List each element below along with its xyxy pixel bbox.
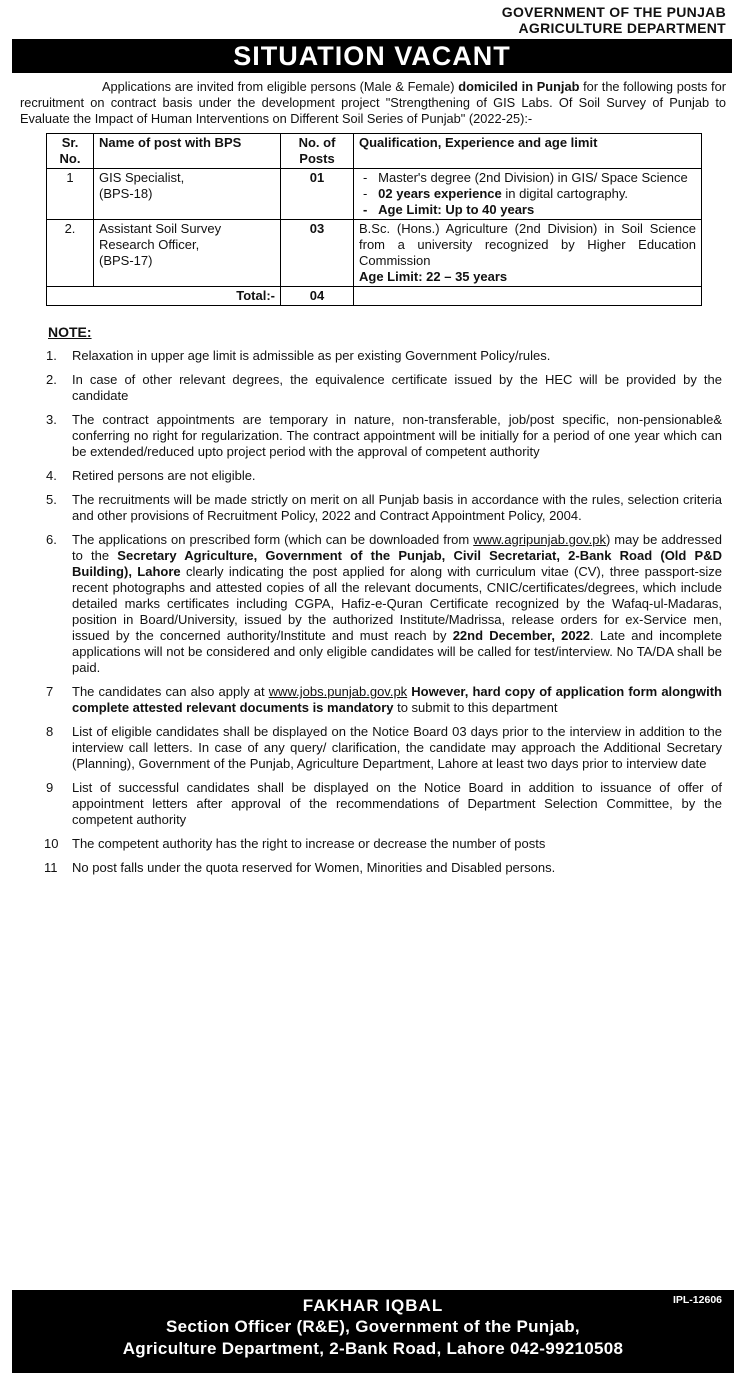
note-number: 10 xyxy=(44,836,59,851)
ipl-code: IPL-12606 xyxy=(672,1294,722,1306)
row1-sr: 1 xyxy=(47,169,94,220)
note7-bold: However, hard copy of application form alongwith complete attested relevant documents is mandatory xyxy=(72,684,722,715)
note-text xyxy=(72,684,732,716)
department-address: Agriculture Department, 2-Bank Road, Lahore 042-99210508 xyxy=(122,1339,624,1358)
note-number: 6. xyxy=(46,532,57,547)
list-item xyxy=(12,372,732,404)
note-text: Retired persons are not eligible. xyxy=(72,468,256,483)
note6-a: The applications on prescribed form (which can be downloaded from xyxy=(72,532,474,547)
situation-vacant-banner: SITUATION VACANT xyxy=(12,39,732,73)
list-item xyxy=(12,492,732,524)
row1-posts: 01 xyxy=(281,169,354,220)
note-number: 7 xyxy=(46,684,54,699)
note-number: 9 xyxy=(46,780,54,795)
notes-list xyxy=(12,348,732,876)
agripunjab-link[interactable]: www.agripunjab.gov.pk xyxy=(473,532,606,547)
note-heading: NOTE: xyxy=(48,324,92,340)
list-item xyxy=(12,468,732,484)
row2-qualification xyxy=(354,220,702,287)
intro-paragraph xyxy=(20,79,726,127)
row1-bps: (BPS-18) xyxy=(99,186,153,201)
row2-post-name: Assistant Soil Survey Research Officer, xyxy=(99,221,222,252)
row2-bps: (BPS-17) xyxy=(99,253,153,268)
row2-post xyxy=(94,220,281,287)
note-text: The contract appointments are temporary in nature, non-transferable, job/post specific, non-pensionable& conferring no right for regularization. The contract appointment will be initially for a period of one year which can be extended/reduced upto project period with the approval of competent authority xyxy=(72,412,722,459)
row1-post-name: GIS Specialist, xyxy=(99,170,185,185)
row1-q1-text: Master's degree (2nd Division) in GIS/ Space Science xyxy=(378,170,688,185)
list-item xyxy=(12,684,732,716)
note6-d: . Late and incomplete applications will not be considered and only eligible candidates will be called for test/interview. No TA/DA shall be paid. xyxy=(72,628,723,675)
list-item xyxy=(12,724,732,772)
row1-q2: - 02 years experience in digital cartography. xyxy=(363,186,628,201)
row1-q1: - Master's degree (2nd Division) in GIS/ Space Science xyxy=(363,170,688,185)
total-label: Total:- xyxy=(47,287,281,306)
row2-q2: Age Limit: 22 – 35 years xyxy=(359,269,508,284)
table-total-row xyxy=(47,287,702,306)
note-text: The competent authority has the right to increase or decrease the number of posts xyxy=(72,836,546,851)
intro-bold: domiciled in Punjab xyxy=(458,79,580,94)
note-text xyxy=(72,532,732,676)
row1-q3-text: Age Limit: Up to 40 years xyxy=(378,202,535,217)
list-item xyxy=(12,532,732,676)
list-item xyxy=(12,348,732,364)
row1-q3: - Age Limit: Up to 40 years xyxy=(363,202,535,217)
posts-table xyxy=(46,133,702,306)
row2-posts: 03 xyxy=(281,220,354,287)
list-item xyxy=(12,860,732,876)
intro-text-1: Applications are invited from eligible persons (Male & Female) xyxy=(102,79,459,94)
note-number: 1. xyxy=(46,348,57,363)
note6-deadline: 22nd December, 2022 xyxy=(452,628,591,643)
table-row xyxy=(47,220,702,287)
row1-q2-bold: 02 years experience xyxy=(378,186,502,201)
signature-footer xyxy=(12,1290,734,1373)
note6-c: clearly indicating the post applied for along with curriculum vitae (CV), three passport-size recent photographs and attested copies of all the relevant documents, CNIC/certificates/degrees, which include detailed marks certificates including CGPA, Hafiz-e-Quran Certificate recognized by the Wafaq-ul-Madaras, position in Board/University, issued by the authorized Institute/Madrissa, release orders for ex-Service men, issued by the concerned authority/Institute and must reach by xyxy=(72,564,722,643)
note6-b: ) may be addressed to the xyxy=(72,532,722,563)
table-header-row xyxy=(47,134,702,169)
government-header xyxy=(12,4,732,36)
note-number: 11 xyxy=(44,860,58,875)
note-number: 4. xyxy=(46,468,57,483)
header-qualification: Qualification, Experience and age limit xyxy=(354,134,702,169)
note-text: Relaxation in upper age limit is admissible as per existing Government Policy/rules. xyxy=(72,348,551,363)
row2-q1: B.Sc. (Hons.) Agriculture (2nd Division) in Soil Science from a university recognized by Higher Education Commission xyxy=(359,221,696,268)
total-value: 04 xyxy=(281,287,354,306)
note-number: 2. xyxy=(46,372,57,387)
officer-title: Section Officer (R&E), Government of the Punjab, xyxy=(166,1317,580,1336)
list-item xyxy=(12,780,732,828)
note-text: List of successful candidates shall be displayed on the Notice Board in addition to issuance of offer of appointment letters after approval of the recommendations of Department Selection Committee, by the competent authority xyxy=(72,780,722,827)
header-line-2: AGRICULTURE DEPARTMENT xyxy=(518,20,726,36)
row1-q2-text: in digital cartography. xyxy=(501,186,628,201)
header-post: Name of post with BPS xyxy=(94,134,281,169)
note7-b: to submit to this department xyxy=(393,700,558,715)
note6-address: Secretary Agriculture, Government of the Punjab, Civil Secretariat, 2-Bank Road (Old P&D Building), Lahore xyxy=(72,548,722,579)
row2-sr: 2. xyxy=(47,220,94,287)
header-posts: No. of Posts xyxy=(281,134,354,169)
total-empty xyxy=(354,287,702,306)
list-item xyxy=(12,412,732,460)
jobs-punjab-link[interactable]: www.jobs.punjab.gov.pk xyxy=(268,684,408,699)
note7-a: The candidates can also apply at xyxy=(72,684,269,699)
row1-post xyxy=(94,169,281,220)
table-row xyxy=(47,169,702,220)
note-text: No post falls under the quota reserved for Women, Minorities and Disabled persons. xyxy=(72,860,556,875)
note-number: 3. xyxy=(46,412,57,427)
row1-qualification xyxy=(354,169,702,220)
header-line-1: GOVERNMENT OF THE PUNJAB xyxy=(501,4,726,20)
note-text: List of eligible candidates shall be displayed on the Notice Board 03 days prior to the interview in addition to the interview call letters. In case of any query/ clarification, the candidate may approach the Additional Secretary (Planning), Government of the Punjab, Agriculture Department, Lahore at least two days prior to interview date xyxy=(72,724,722,771)
note-text: In case of other relevant degrees, the equivalence certificate issued by the HEC will be provided by the candidate xyxy=(72,372,722,403)
note-number: 8 xyxy=(46,724,54,739)
intro-text-2: for the following posts for recruitment on contract basis under the development project "Strengthening of GIS Labs. Of Soil Survey of Punjab to Evaluate the Impact of Human Interventions on Different Soil Series of Punjab" (2022-25):- xyxy=(20,79,726,126)
header-sr: Sr. No. xyxy=(47,134,94,169)
note-text: The recruitments will be made strictly on merit on all Punjab basis in accordance with the rules, selection criteria and other provisions of Recruitment Policy, 2022 and Contract Appointment Policy, 2004. xyxy=(72,492,722,523)
note-number: 5. xyxy=(46,492,57,507)
officer-name: FAKHAR IQBAL xyxy=(302,1296,444,1315)
list-item xyxy=(12,836,732,852)
